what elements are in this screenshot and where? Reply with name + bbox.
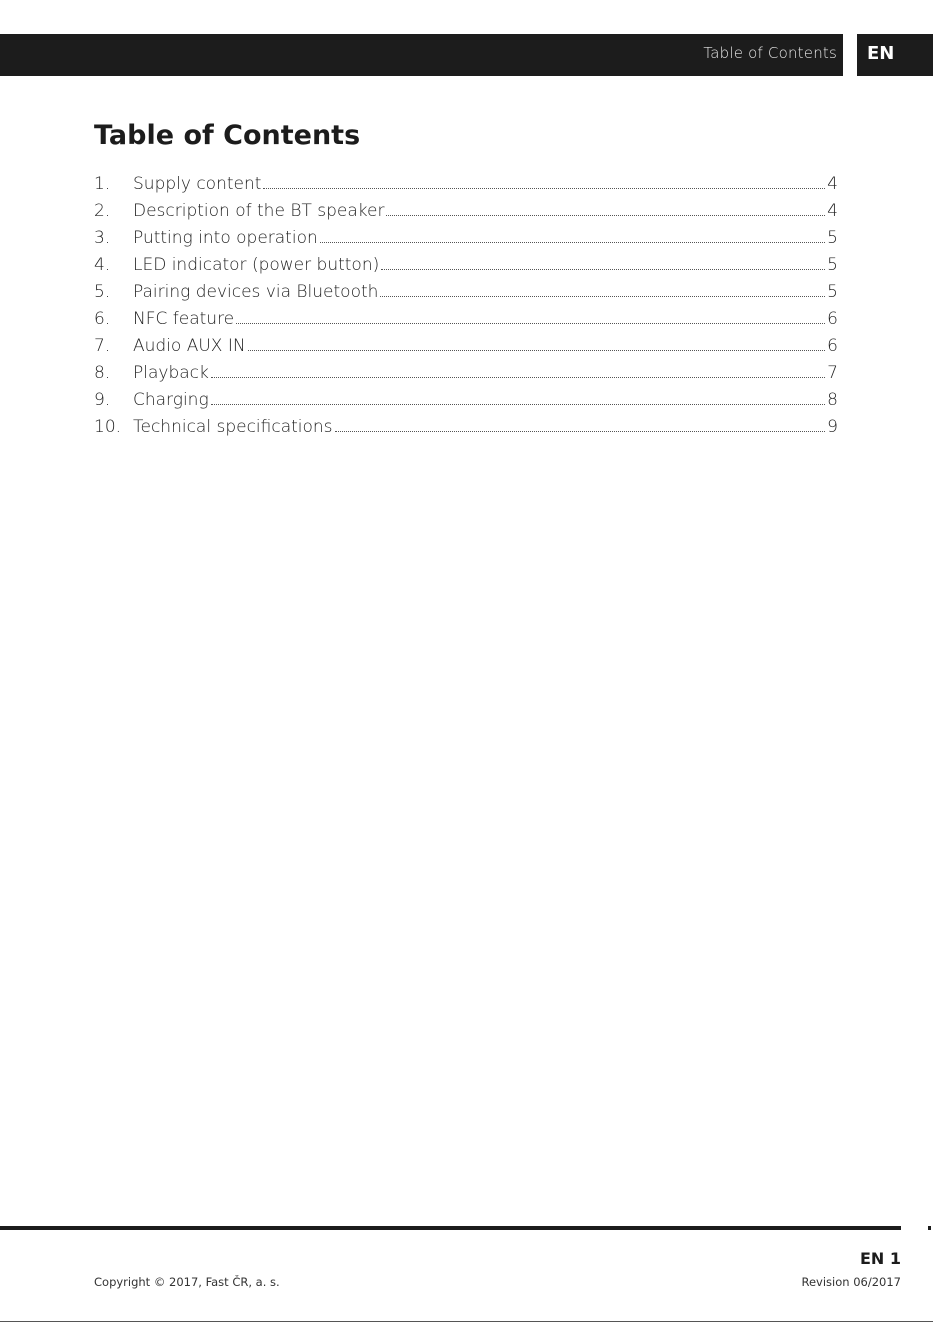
toc-item-pairing-devices[interactable] xyxy=(94,282,838,309)
toc-item-page: 5 xyxy=(827,282,838,302)
toc-dot-leader xyxy=(236,323,825,324)
toc-item-nfc-feature[interactable] xyxy=(94,309,838,336)
toc-dot-leader xyxy=(335,431,826,432)
toc-item-label: Putting into operation xyxy=(133,228,318,248)
toc-item-number: 4. xyxy=(94,255,111,275)
toc-item-label: Pairing devices via Bluetooth xyxy=(133,282,379,302)
toc-item-page: 4 xyxy=(827,174,838,194)
toc-dot-leader xyxy=(381,269,825,270)
footer-revision: Revision 06/2017 xyxy=(801,1275,901,1289)
toc-item-page: 4 xyxy=(827,201,838,221)
toc-dot-leader xyxy=(263,188,825,189)
toc-item-number: 9. xyxy=(94,390,111,410)
toc-item-number: 8. xyxy=(94,363,111,383)
toc-dot-leader xyxy=(211,377,825,378)
toc-item-supply-content[interactable] xyxy=(94,174,838,201)
toc-item-number: 1. xyxy=(94,174,111,194)
toc-item-putting-into-operation[interactable] xyxy=(94,228,838,255)
toc-item-label: Playback xyxy=(133,363,209,383)
toc-item-label: Description of the BT speaker xyxy=(133,201,385,221)
toc-dot-leader xyxy=(380,296,825,297)
toc-item-page: 9 xyxy=(827,417,838,437)
header-bar xyxy=(0,34,843,76)
toc-dot-leader xyxy=(248,350,826,351)
toc-item-number: 3. xyxy=(94,228,111,248)
toc-item-page: 5 xyxy=(827,255,838,275)
table-of-contents xyxy=(94,174,838,444)
toc-item-number: 6. xyxy=(94,309,111,329)
toc-item-label: NFC feature xyxy=(133,309,235,329)
toc-item-page: 6 xyxy=(827,336,838,356)
header-section-title: Table of Contents xyxy=(703,44,837,62)
toc-item-page: 6 xyxy=(827,309,838,329)
toc-item-label: Audio AUX IN xyxy=(133,336,246,356)
toc-item-technical-specifications[interactable] xyxy=(94,417,838,444)
toc-item-page: 7 xyxy=(827,363,838,383)
toc-dot-leader xyxy=(386,215,825,216)
footer-copyright: Copyright © 2017, Fast ČR, a. s. xyxy=(94,1275,280,1289)
toc-item-led-indicator[interactable] xyxy=(94,255,838,282)
toc-item-audio-aux-in[interactable] xyxy=(94,336,838,363)
toc-item-label: Charging xyxy=(133,390,209,410)
toc-item-description[interactable] xyxy=(94,201,838,228)
toc-dot-leader xyxy=(211,404,826,405)
toc-item-page: 5 xyxy=(827,228,838,248)
language-badge xyxy=(857,34,933,76)
toc-item-number: 2. xyxy=(94,201,111,221)
footer-divider-tick xyxy=(928,1226,931,1230)
language-label: EN xyxy=(867,43,895,64)
toc-item-number: 7. xyxy=(94,336,111,356)
footer-page-number: EN 1 xyxy=(859,1249,901,1268)
toc-item-page: 8 xyxy=(827,390,838,410)
toc-item-label: Technical specifications xyxy=(133,417,333,437)
toc-item-number: 5. xyxy=(94,282,111,302)
toc-item-label: Supply content xyxy=(133,174,262,194)
toc-item-charging[interactable] xyxy=(94,390,838,417)
page-title: Table of Contents xyxy=(94,120,361,151)
toc-item-number: 10. xyxy=(94,417,122,437)
toc-dot-leader xyxy=(320,242,825,243)
toc-item-label: LED indicator (power button) xyxy=(133,255,380,275)
bottom-divider xyxy=(0,1321,933,1322)
footer-divider xyxy=(0,1226,901,1230)
toc-item-playback[interactable] xyxy=(94,363,838,390)
